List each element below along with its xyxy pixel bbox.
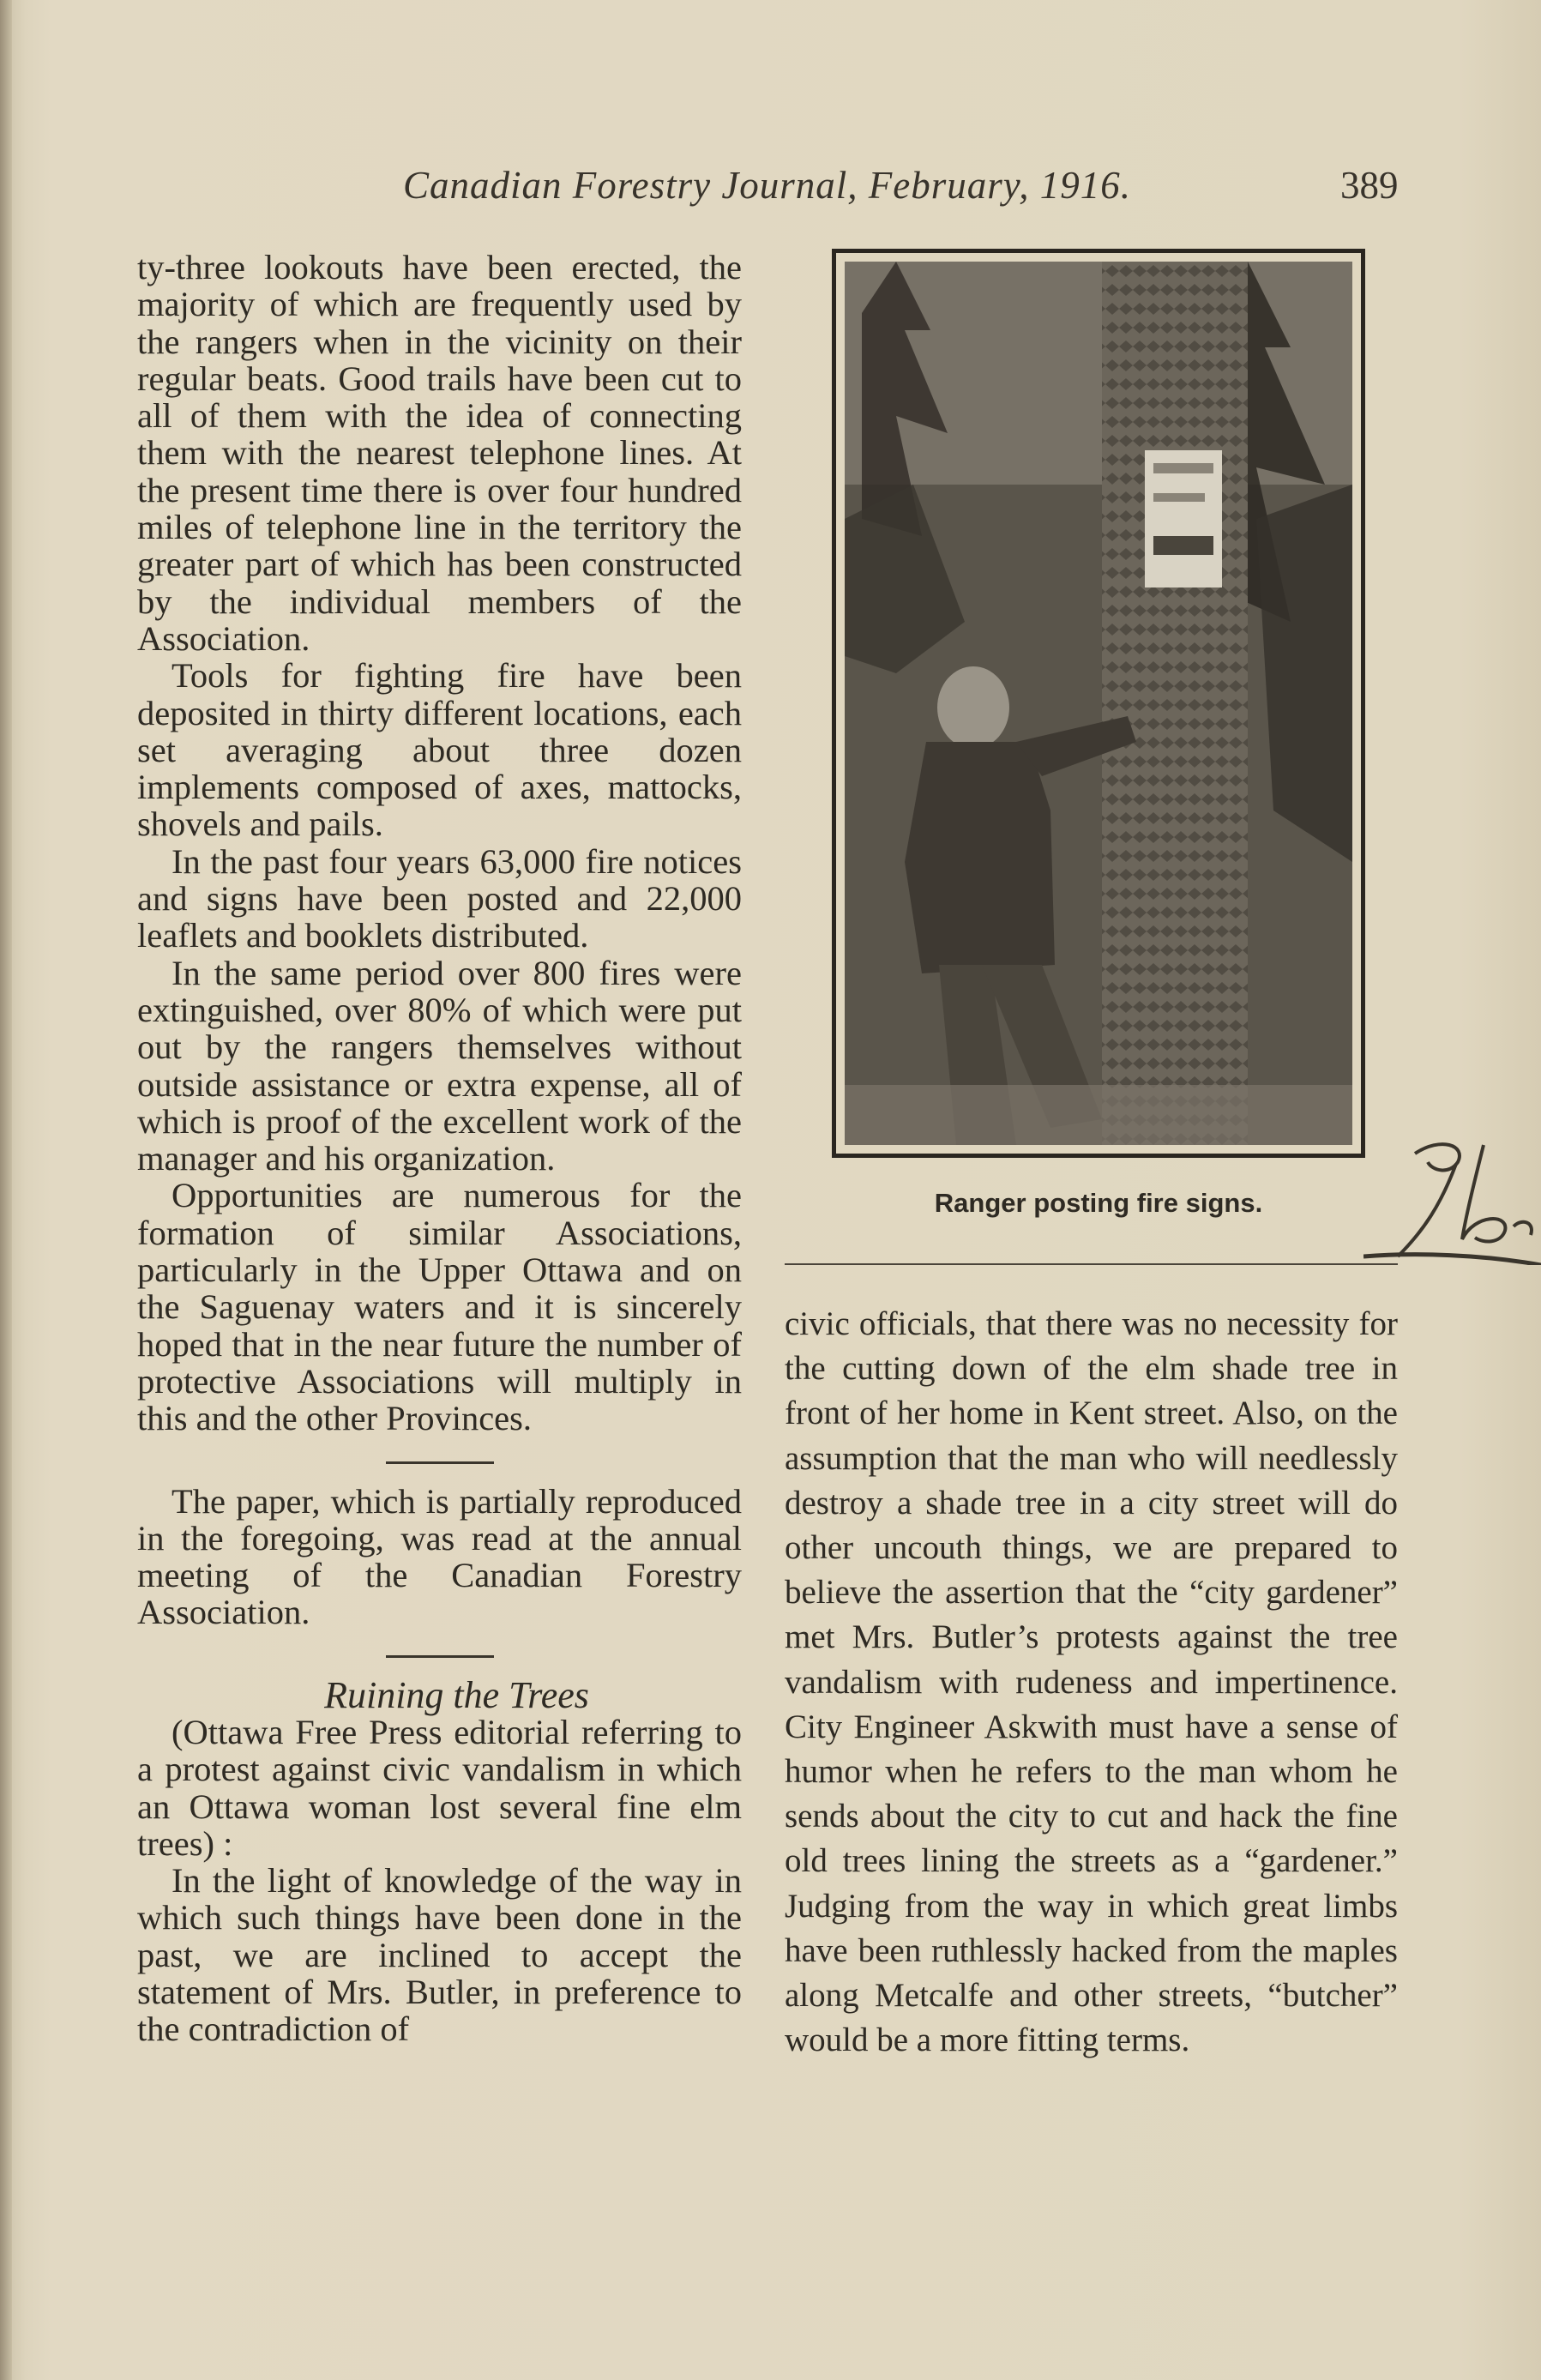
figure-caption: Ranger posting fire signs. bbox=[934, 1188, 1263, 1218]
paragraph: In the same period over 800 fires were extinguished, over 80% of which were put out by the rangers themselves without outside assistance or extra expense, all of which is proof of the excellent work of the manager and his organization. bbox=[137, 953, 742, 1178]
editorial-intro: (Ottawa Free Press editorial referring to a protest against civic vandalism in which an Ottawa woman lost several fine elm trees) : bbox=[137, 1712, 742, 1863]
paragraph: ty-three lookouts have been erected, the majority of which are frequently used by the rangers when in the vicinity on their regular beats. Good trails have been cut to all of them with the idea of connecting them with the nearest telephone lines. At the present time there is over four hundred miles of telephone line in the territory the greater part of which has been constructed by the individual members of the Association. bbox=[137, 248, 742, 658]
left-column bbox=[137, 249, 742, 2048]
paragraph: In the past four years 63,000 fire notices and signs have been posted and 22,000 leaflets and booklets distributed. bbox=[137, 841, 742, 955]
paragraph: In the light of knowledge of the way in which such things have been done in the past, we are inclined to accept the statement of Mrs. Butler, in preference to the contradiction of bbox=[137, 1861, 742, 2049]
binding-edge bbox=[0, 0, 12, 2380]
section-divider bbox=[386, 1655, 494, 1658]
running-head: Canadian Forestry Journal, February, 1916. bbox=[403, 164, 1132, 207]
paragraph: Opportunities are numerous for the formation of similar Associations, particularly in the Upper Ottawa and on the Saguenay waters and it is sincerely hoped that in the near future the number of protective Associations will multiply in this and the other Provinces. bbox=[137, 1176, 742, 1438]
ranger-photo bbox=[845, 262, 1352, 1145]
ranger-photo-illustration bbox=[845, 262, 1352, 1145]
page-number: 389 bbox=[1340, 164, 1399, 207]
paragraph: civic officials, that there was no necessity for the cutting down of the elm shade tree in front of her home in Kent street. Also, on the assumption that the man who will needlessly destroy a shade tree in a city street will do other uncouth things, we are prepared to believe the assertion that the “city gardener” met Mrs. Butler’s protests against the tree vandalism with rudeness and impertinence. City Engineer Askwith must have a sense of humor when he refers to the man whom he sends about the city to cut and hack the fine old trees lining the streets as a “gardener.” Judging from the way in which great limbs have been ruthlessly hacked from the maples along Metcalfe and other streets, “butcher” would be a more fitting terms. bbox=[785, 1305, 1398, 2059]
column-rule bbox=[785, 1263, 1398, 1265]
editor-note: The paper, which is partially reproduced in the foregoing, was read at the annual meeting of the Canadian Forestry Association. bbox=[137, 1481, 742, 1632]
right-column bbox=[785, 1302, 1398, 2063]
section-divider bbox=[386, 1461, 494, 1464]
photo-frame bbox=[832, 249, 1365, 1158]
section-title: Ruining the Trees bbox=[324, 1673, 589, 1716]
handwritten-annotation bbox=[1363, 1136, 1541, 1265]
paragraph: Tools for fighting fire have been deposited in thirty different locations, each set averaging about three dozen implements composed of axes, mattocks, shovels and pails. bbox=[137, 656, 742, 844]
